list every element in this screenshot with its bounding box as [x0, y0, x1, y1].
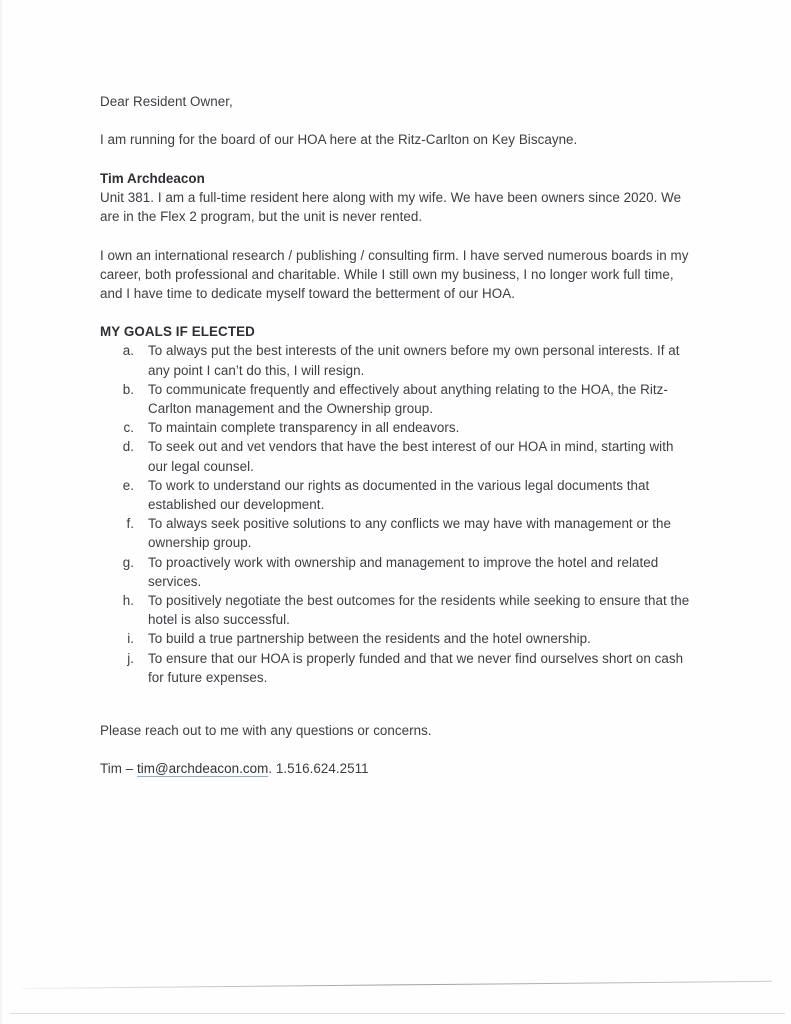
letter-body — [100, 92, 692, 778]
list-item — [100, 341, 692, 379]
spacer — [100, 111, 692, 130]
list-item — [100, 553, 692, 591]
list-marker: e. — [122, 477, 134, 493]
background-paragraph: I own an international research / publishing / consulting firm. I have served numerous boards in my career, both professional and charitable. While I still own my business, I no longer work full time, and I have time to dedicate myself toward the betterment of our HOA. — [100, 247, 689, 301]
list-item-text: To seek out and vet vendors that have the best interest of our HOA in mind, starting with our legal counsel. — [148, 439, 674, 474]
intro-paragraph: I am running for the board of our HOA here at the Ritz-Carlton on Key Biscayne. — [100, 132, 578, 148]
salutation: Dear Resident Owner, — [100, 94, 233, 109]
goals-heading: MY GOALS IF ELECTED — [100, 324, 255, 340]
signature-line — [100, 759, 692, 778]
list-marker: b. — [122, 381, 134, 397]
list-marker: d. — [122, 439, 134, 455]
list-marker: h. — [122, 593, 134, 609]
list-item — [100, 649, 692, 687]
email-link[interactable]: tim@archdeacon.com — [137, 761, 269, 777]
scan-artifact-bottom-line — [10, 1013, 785, 1014]
list-item-text: To ensure that our HOA is properly funded and that we never find ourselves short on cash for future expenses. — [148, 650, 684, 685]
list-item-text: To build a true partnership between the residents and the hotel ownership. — [148, 631, 591, 647]
list-item — [100, 418, 692, 437]
list-marker: j. — [127, 650, 134, 666]
list-item — [100, 591, 692, 629]
candidate-bio: Unit 381. I am a full-time resident here along with my wife. We have been owners since 2020. We are in the Flex 2 program, but the unit is never rented. — [100, 189, 682, 225]
list-item-text: To positively negotiate the best outcomes for the residents while seeking to ensure that the hotel is also successful. — [148, 593, 690, 628]
list-item-text: To always put the best interests of the unit owners before my own personal interests. If at any point I can’t do this, I will resign. — [148, 343, 680, 378]
list-marker: g. — [122, 554, 134, 570]
candidate-name: Tim Archdeacon — [100, 170, 205, 186]
list-item-text: To proactively work with ownership and management to improve the hotel and related services. — [148, 554, 659, 589]
list-item — [100, 476, 692, 514]
list-marker: i. — [127, 631, 134, 647]
list-marker: c. — [123, 420, 134, 436]
signature-prefix: Tim – — [100, 761, 137, 777]
list-item — [100, 629, 692, 648]
list-item-text: To maintain complete transparency in all endeavors. — [148, 420, 460, 436]
list-item-text: To always seek positive solutions to any conflicts we may have with management or the ownership group. — [148, 516, 672, 551]
list-item — [100, 437, 692, 475]
signature-phone: . 1.516.624.2511 — [268, 761, 369, 777]
list-marker: f. — [126, 516, 134, 532]
spacer — [100, 226, 692, 245]
list-item-text: To work to understand our rights as documented in the various legal documents that established our development. — [148, 477, 650, 513]
spacer — [100, 150, 692, 169]
closing-paragraph: Please reach out to me with any questions or concerns. — [100, 723, 432, 739]
list-item — [100, 514, 692, 552]
goals-list — [100, 341, 692, 687]
scan-edge-shadow — [0, 0, 3, 1024]
list-item — [100, 380, 692, 418]
list-marker: a. — [122, 343, 134, 359]
list-item-text: To communicate frequently and effectively about anything relating to the HOA, the Ritz-Carlton management and the Ownership group. — [148, 381, 668, 416]
